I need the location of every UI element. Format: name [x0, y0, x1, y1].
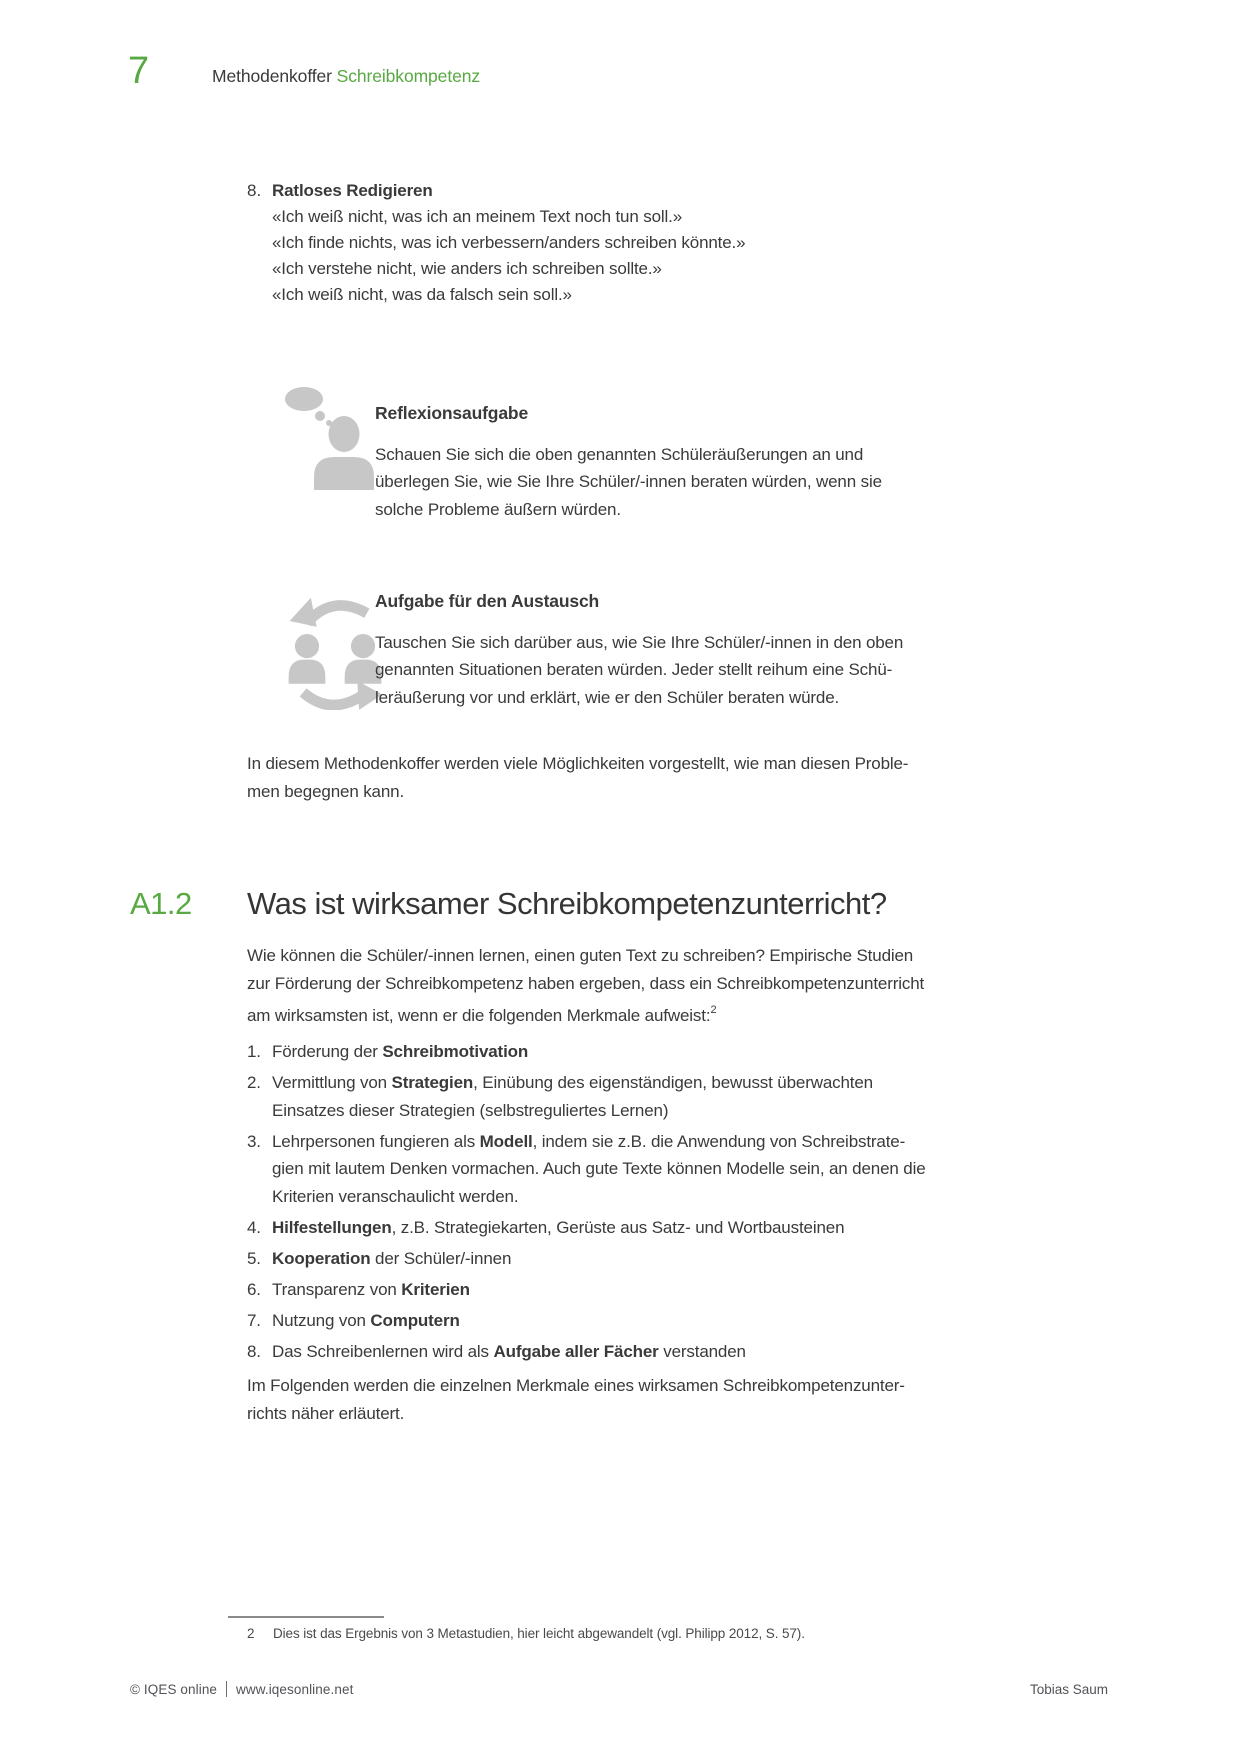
list-item: [247, 1276, 1007, 1304]
exchange-task-title: Aufgabe für den Austausch: [375, 591, 600, 611]
list-item-number: 8.: [247, 1341, 261, 1361]
list-item-text: Das Schreibenlernen wird als Aufgabe aller Fächer verstanden: [272, 1341, 746, 1361]
list-item-text: Kooperation der Schüler/-innen: [272, 1248, 512, 1268]
reflection-task-text: überlegen Sie, wie Sie Ihre Schüler/-innen beraten würden, wenn sie: [375, 472, 882, 491]
list-item-number: 5.: [247, 1248, 261, 1268]
footnote: [247, 1626, 805, 1641]
problem-item-8: [247, 178, 745, 308]
student-quote: «Ich weiß nicht, was da falsch sein soll.»: [272, 285, 572, 304]
reflection-task: [375, 400, 975, 523]
list-item-number: 7.: [247, 1310, 261, 1330]
footnote-reference: 2: [710, 1004, 717, 1016]
running-header: [212, 66, 480, 87]
footer-separator: [226, 1681, 227, 1697]
footer-url: www.iqesonline.net: [236, 1681, 354, 1697]
list-item: [247, 1038, 1007, 1066]
list-item-text: Vermittlung von Strategien, Einübung des eigenständigen, bewusst überwachten Einsatzes dieser Strategien (selbstreguliertes Lernen): [272, 1073, 873, 1120]
footer-left: [130, 1681, 353, 1697]
closing-paragraph: In diesem Methodenkoffer werden viele Möglichkeiten vorgestellt, wie man diesen Proble- men begegnen kann.: [247, 754, 909, 801]
list-item: [247, 1214, 1007, 1242]
list-item-number: 3.: [247, 1131, 261, 1151]
list-item: [247, 1069, 1007, 1124]
list-item: [247, 1338, 1007, 1366]
problem-item-number: 8.: [247, 181, 262, 200]
exchange-task-text: Tauschen Sie sich darüber aus, wie Sie Ihre Schüler/-innen in den oben: [375, 632, 904, 652]
exchange-task-text: leräußerung vor und erklärt, wie er den Schüler beraten würde.: [375, 687, 840, 707]
merkmale-list: [247, 1038, 1007, 1369]
section-intro: Wie können die Schüler/-innen lernen, einen guten Text zu schreiben? Empirische Studien zur Förderung der Schreibkompetenz haben ergeben, dass ein Schreibkompetenzunterricht am wirksamsten ist, wenn er die folgenden Merkmale aufweist:$^2$: [247, 946, 925, 1025]
footer-author: Tobias Saum: [1029, 1682, 1108, 1697]
section-outro: Im Folgenden werden die einzelnen Merkmale eines wirksamen Schreibkompetenzunter- richts näher erläutert.: [247, 1376, 905, 1423]
footnote-number: 2: [247, 1626, 255, 1641]
running-header-green: Schreibkompetenz: [336, 66, 480, 86]
exchange-task: [375, 588, 975, 711]
list-item-text: Lehrpersonen fungieren als Modell, indem sie z.B. die Anwendung von Schreibstrate- gien mit lautem Denken vormachen. Auch gute Texte können Modelle sein, an denen die Kriterien veranschaulicht werden.: [272, 1131, 926, 1206]
list-item-number: 6.: [247, 1279, 261, 1299]
student-quote: «Ich weiß nicht, was ich an meinem Text noch tun soll.»: [272, 207, 683, 226]
reflection-task-text: solche Probleme äußern würden.: [375, 499, 621, 519]
list-item-text: Nutzung von Computern: [272, 1310, 460, 1330]
footnote-rule: [228, 1616, 384, 1618]
student-quote: «Ich verstehe nicht, wie anders ich schreiben sollte.»: [272, 259, 662, 278]
page-number: 7: [128, 50, 150, 92]
list-item: [247, 1245, 1007, 1273]
reflection-task-text: Schauen Sie sich die oben genannten Schüleräußerungen an und: [375, 444, 864, 464]
list-item-number: 1.: [247, 1042, 261, 1061]
person-thought-bubble-icon: [283, 384, 375, 495]
student-quote: «Ich finde nichts, was ich verbessern/anders schreiben könnte.»: [272, 233, 746, 252]
list-item-number: 2.: [247, 1073, 261, 1092]
running-header-dark: Methodenkoffer: [212, 66, 332, 86]
list-item: [247, 1128, 1007, 1211]
list-item: [247, 1307, 1007, 1335]
list-item-text: Hilfestellungen, z.B. Strategiekarten, Gerüste aus Satz- und Wortbausteinen: [272, 1217, 845, 1237]
reflection-task-title: Reflexionsaufgabe: [375, 403, 529, 423]
list-item-text: Transparenz von Kriterien: [272, 1279, 470, 1299]
footnote-text: Dies ist das Ergebnis von 3 Metastudien, hier leicht abgewandelt (vgl. Philipp 2012, S. 57).: [273, 1626, 805, 1641]
section-number: A1.2: [130, 886, 192, 921]
problem-item-title: Ratloses Redigieren: [272, 181, 433, 200]
exchange-task-text: genannten Situationen beraten würden. Jeder stellt reihum eine Schü-: [375, 660, 893, 679]
section-title: Was ist wirksamer Schreibkompetenzunterricht?: [247, 886, 887, 921]
footer-copyright: © IQES online: [130, 1681, 218, 1697]
list-item-text: Förderung der Schreibmotivation: [272, 1042, 529, 1061]
list-item-number: 4.: [247, 1217, 261, 1237]
